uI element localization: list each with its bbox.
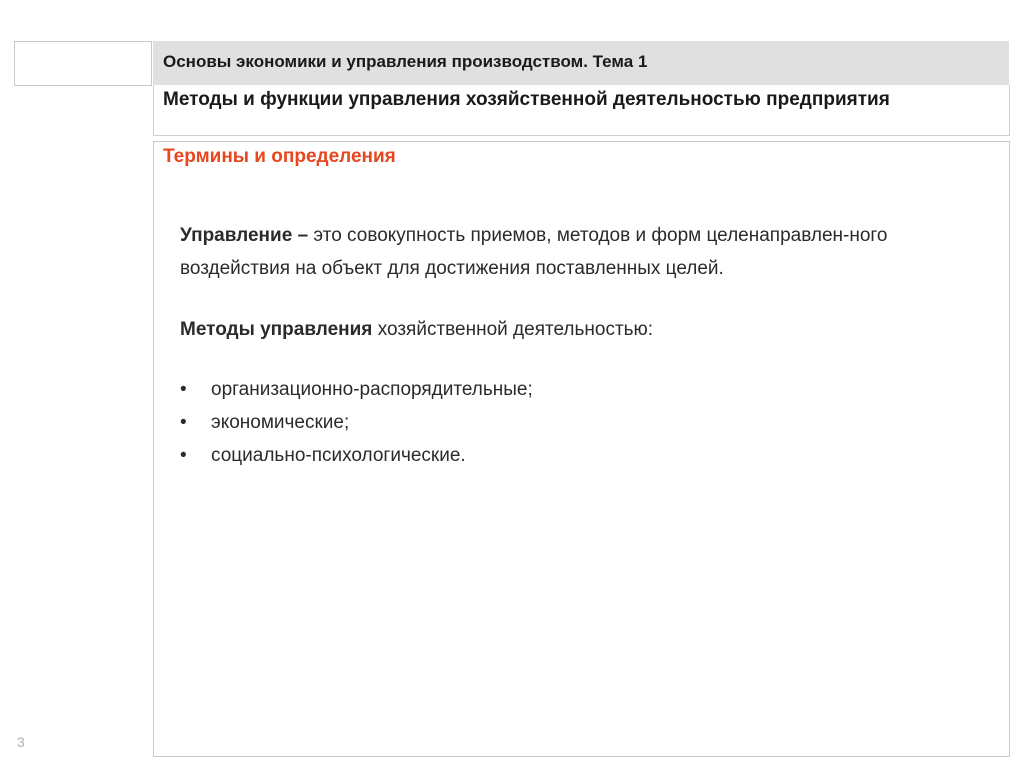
page-number: 3 <box>17 734 25 750</box>
topic-title: Методы и функции управления хозяйственной деятельностью предприятия <box>163 89 890 110</box>
bullet-icon: • <box>180 379 187 400</box>
definition-paragraph <box>180 219 995 285</box>
methods-list <box>180 373 533 472</box>
list-item <box>180 406 533 439</box>
methods-heading <box>180 313 653 346</box>
section-heading: Термины и определения <box>163 146 396 167</box>
list-item-text: экономические; <box>211 412 350 433</box>
methods-text: хозяйственной деятельностью: <box>377 319 654 340</box>
list-item <box>180 373 533 406</box>
corner-box <box>14 41 152 86</box>
bullet-icon: • <box>180 445 187 466</box>
list-item <box>180 439 533 472</box>
definition-term: Управление – <box>180 225 314 246</box>
definition-text: это совокупность приемов, методов и форм целенаправлен-ного воздействия на объект для достижения поставленных целей. <box>180 225 888 279</box>
list-item-text: социально-психологические. <box>211 445 466 466</box>
course-title: Основы экономики и управления производством. Тема 1 <box>163 52 648 71</box>
methods-term: Методы управления <box>180 319 378 340</box>
list-item-text: организационно-распорядительные; <box>211 379 533 400</box>
bullet-icon: • <box>180 412 187 433</box>
